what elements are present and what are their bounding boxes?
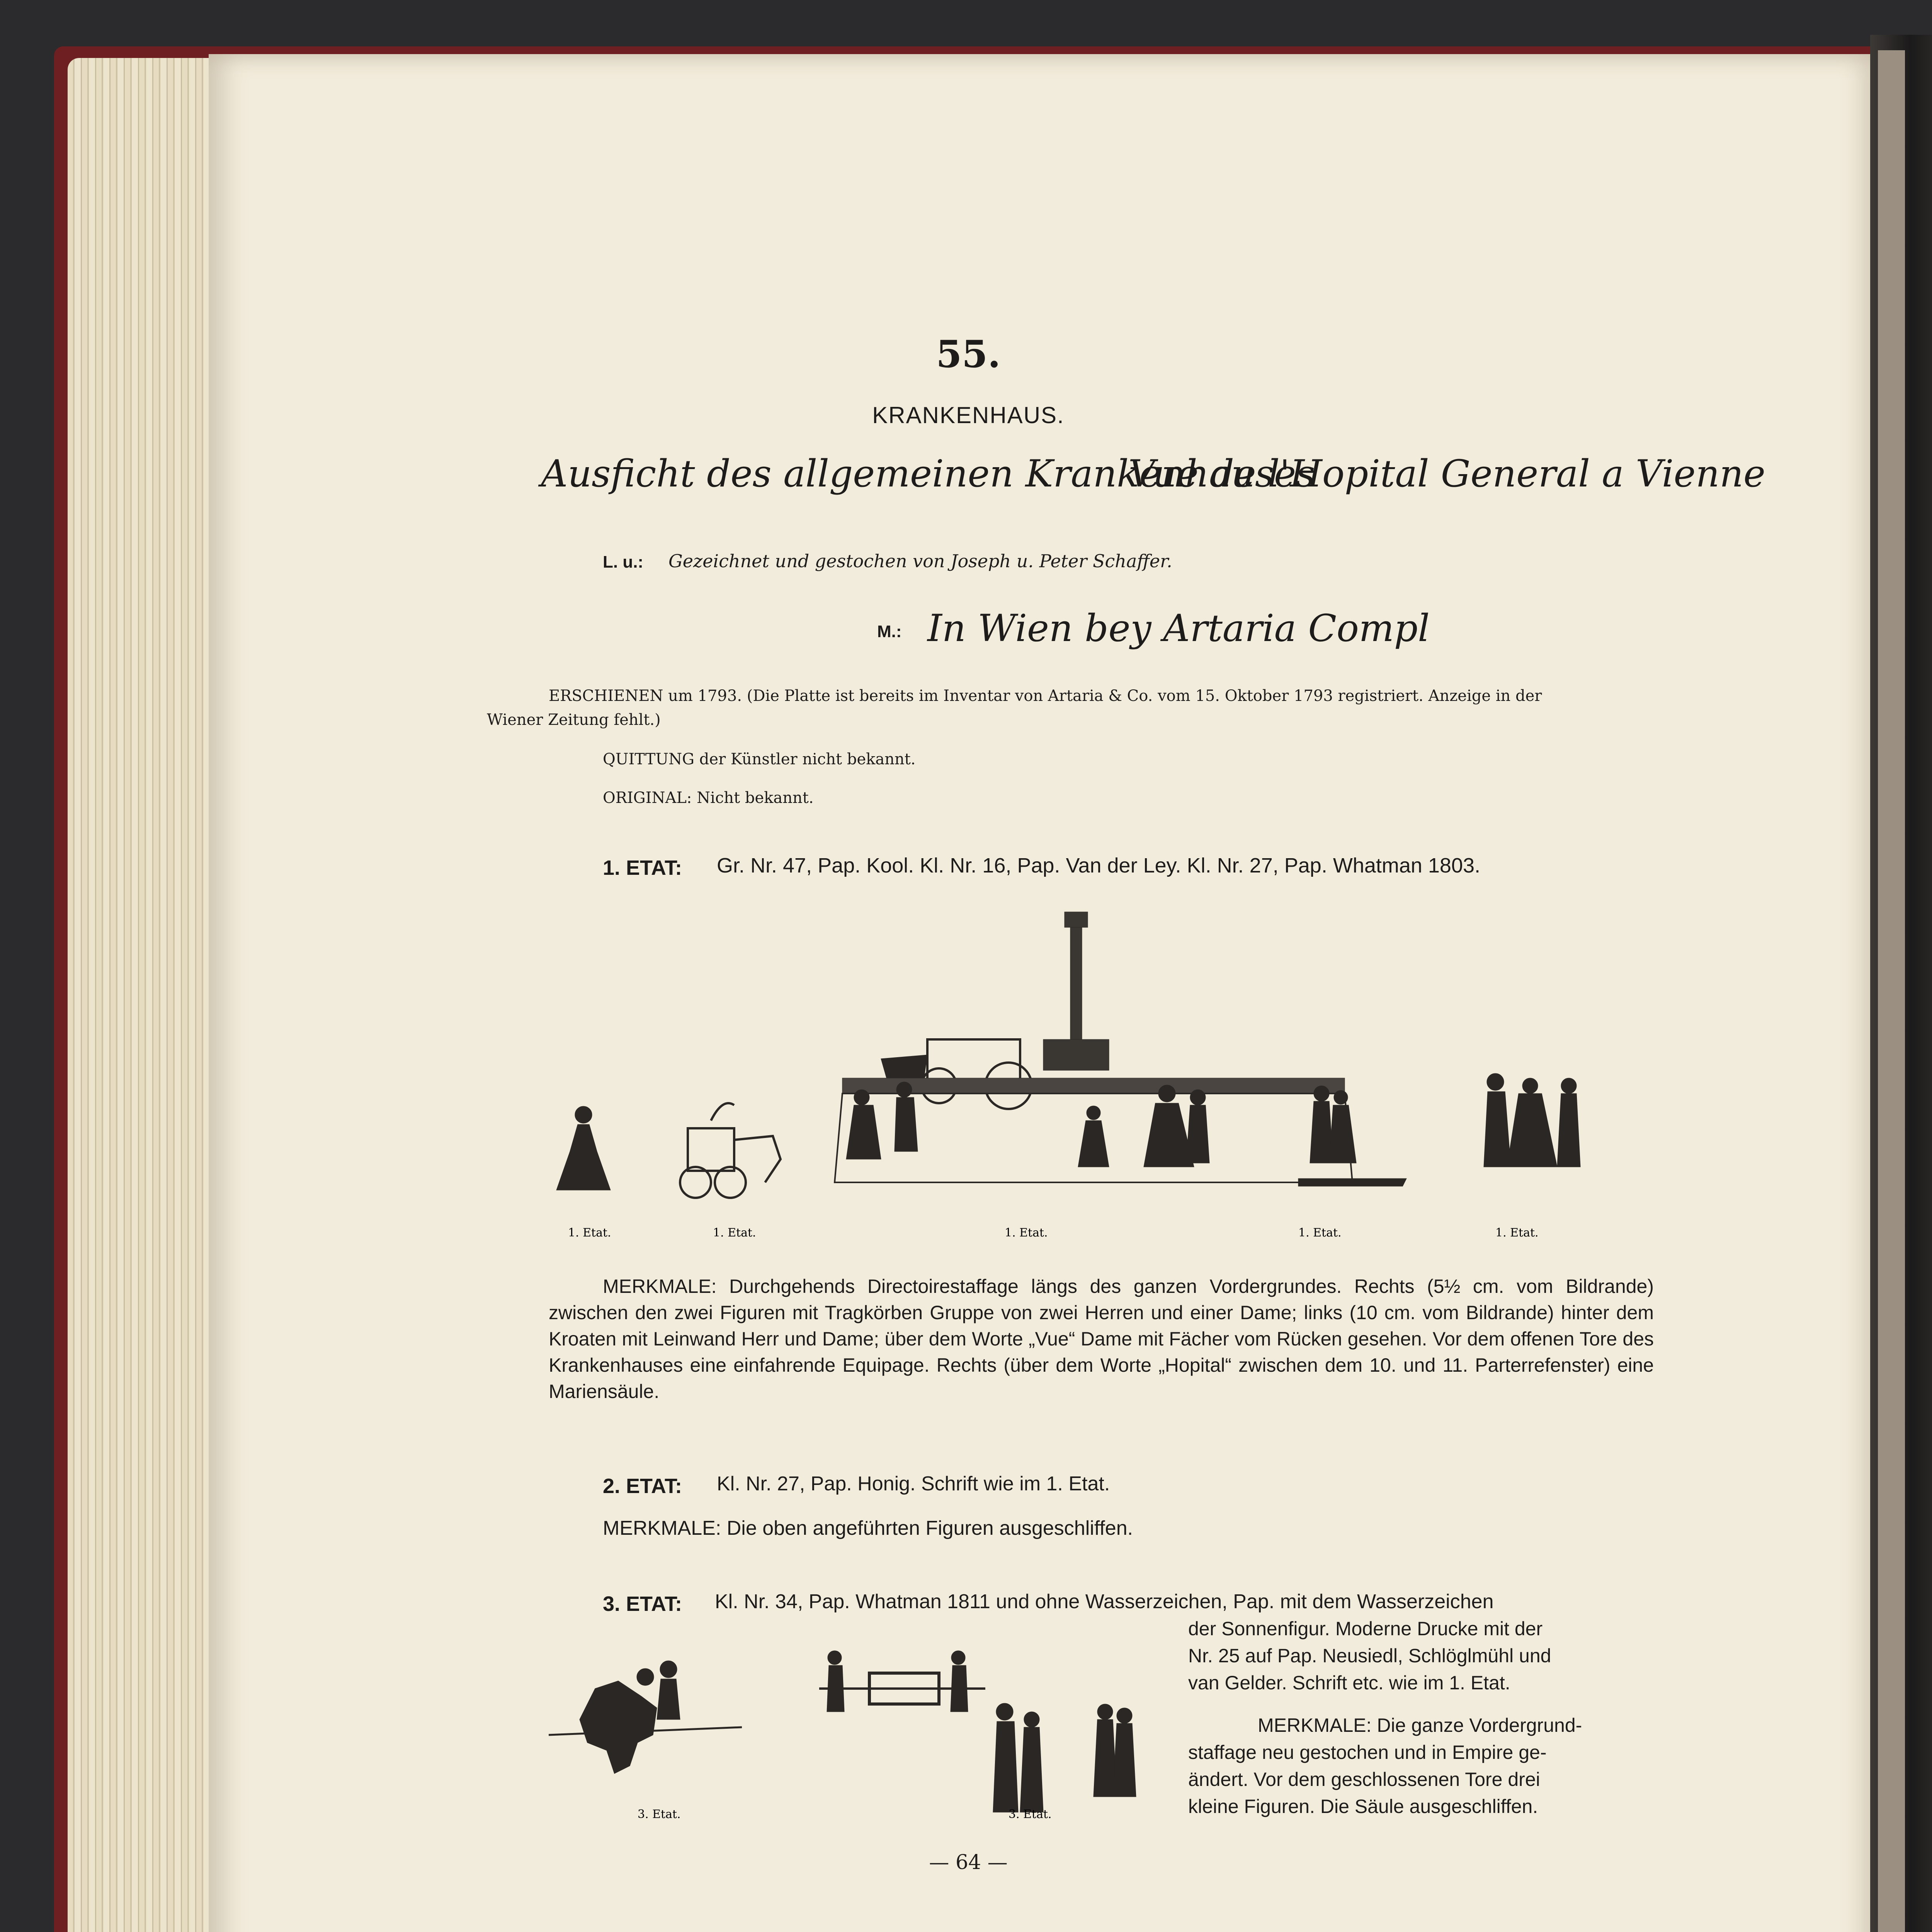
m-text: In Wien bey Artaria Compl [927, 607, 1430, 650]
etat1-caption-4: 1. Etat. [1298, 1226, 1342, 1240]
etat3-merkmale-line-4: kleine Figuren. Die Säule ausgeschliffen. [1188, 1796, 1538, 1817]
french-inscription: Vue de l'Hopital General a Vienne [1128, 452, 1765, 495]
m-label: M.: [877, 622, 902, 641]
entry-number: 55. [936, 332, 1001, 376]
central-scene [835, 912, 1352, 1182]
etat3-side-line-1: der Sonnenfigur. Moderne Drucke mit der [1188, 1618, 1543, 1639]
horse-riders [549, 1661, 742, 1774]
small-carriage [680, 1103, 781, 1198]
lu-text: Gezeichnet und gestochen von Joseph u. Peter Schaffer. [668, 551, 1172, 571]
etat3-side-text [1188, 1615, 1656, 1820]
etat3-caption-2: 3. Etat. [1009, 1808, 1052, 1821]
etat3-illustrations [541, 1642, 1167, 1835]
etat1-label: 1. ETAT: [603, 856, 682, 879]
etat2-text: Kl. Nr. 27, Pap. Honig. Schrift wie im 1. Etat. [717, 1473, 1110, 1495]
etat3-merkmale-line-3: ändert. Vor dem geschlossenen Tore drei [1188, 1769, 1540, 1790]
etat1-caption-2: 1. Etat. [713, 1226, 756, 1240]
etat3-side-line-2: Nr. 25 auf Pap. Neusiedl, Schlöglmühl und [1188, 1645, 1551, 1667]
etat3-merkmale-line-1: MERKMALE: Die ganze Vordergrund- [1258, 1714, 1582, 1736]
etat1-caption-5: 1. Etat. [1495, 1226, 1539, 1240]
etat1-text: Gr. Nr. 47, Pap. Kool. Kl. Nr. 16, Pap. Van der Ley. Kl. Nr. 27, Pap. Whatman 1803. [717, 854, 1481, 877]
book-spine-edge [1870, 35, 1932, 1932]
etat3-merkmale-line-2: staffage neu gestochen und in Empire ge- [1188, 1742, 1547, 1763]
etat3-label: 3. ETAT: [603, 1592, 682, 1616]
etat1-caption-1: 1. Etat. [568, 1226, 611, 1240]
lu-label: L. u.: [603, 553, 644, 571]
quittung-text: QUITTUNG der Künstler nicht bekannt. [603, 750, 916, 768]
erschienen-text: ERSCHIENEN um 1793. (Die Platte ist bereits im Inventar von Artaria & Co. vom 15. Oktober 1793 registriert. Anzeige in der Wiener Zeitung fehlt.) [487, 687, 1542, 729]
group-figures-2 [1484, 1073, 1580, 1167]
lady-figure [556, 1106, 611, 1190]
etat3-side-line-3: van Gelder. Schrift etc. wie im 1. Etat. [1188, 1672, 1510, 1694]
etat3-caption-1: 3. Etat. [638, 1808, 681, 1821]
etat3-line1: Kl. Nr. 34, Pap. Whatman 1811 und ohne Wasserzeichen, Pap. mit dem Wasserzeichen [715, 1590, 1494, 1613]
standing-figures [993, 1703, 1136, 1812]
etat2-merkmale: MERKMALE: Die oben angeführten Figuren ausgeschliffen. [603, 1517, 1133, 1539]
group-figures-1 [1298, 1086, 1406, 1186]
sedan-chair-carriers [819, 1651, 985, 1712]
german-inscription: Ausficht des allgemeinen Krankenhauses [541, 452, 1315, 495]
etat1-merkmale: MERKMALE: Durchgehends Directoirestaffage längs des ganzen Vordergrundes. Rechts (5½ cm. vom Bildrande) zwischen den zwei Figuren mit Tragkörben Gruppe von zwei Herren und einer Dame; links (10 cm. vom Bildrande) hinter dem Kroaten mit Leinwand Herr und Dame; über dem Worte „Vue“ Dame mit Fächer vom Rücken gesehen. Vor dem offenen Tore des Krankenhauses eine einfahrende Equipage. Rechts (über dem Worte „Hopital“ zwischen dem 10. und 11. Parterrefenster) eine Mariensäule. [549, 1276, 1654, 1402]
etat2-label: 2. ETAT: [603, 1475, 682, 1498]
etat1-illustrations [541, 912, 1662, 1240]
original-text: ORIGINAL: Nicht bekannt. [603, 789, 814, 807]
page-number: — 64 — [929, 1851, 1008, 1874]
entry-title: KRANKENHAUS. [872, 402, 1065, 428]
etat1-caption-3: 1. Etat. [1005, 1226, 1048, 1240]
